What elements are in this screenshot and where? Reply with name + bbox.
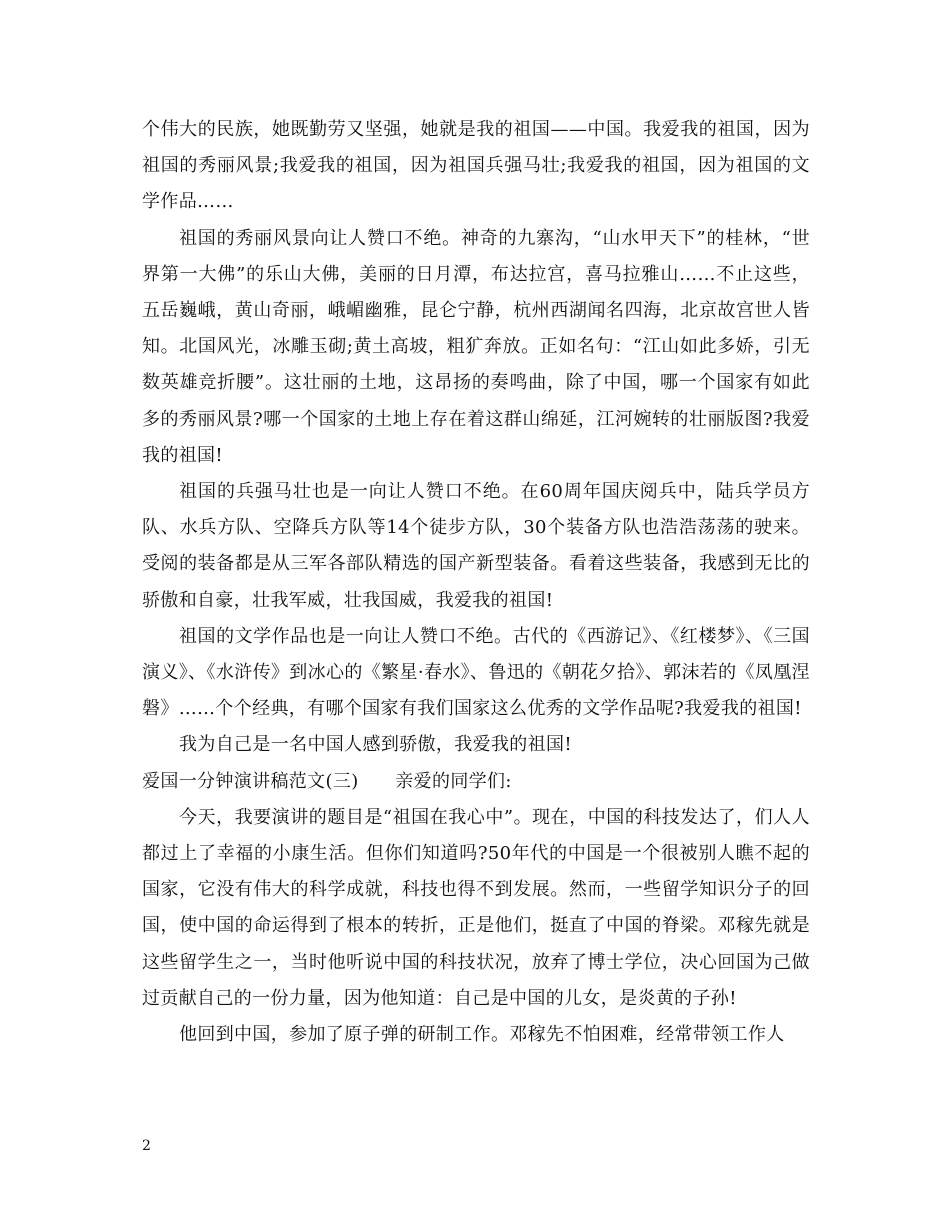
paragraph-4: 祖国的文学作品也是一向让人赞口不绝。古代的《西游记》、《红楼梦》、《三国演义》、《水浒传》到冰心的《繁星·春水》、鲁迅的《朝花夕拾》、郭沫若的《凤凰涅磐》……个个经典，有哪个国家有我们国家这么优秀的文学作品呢?我爱我的祖国! bbox=[142, 625, 810, 720]
paragraph-2: 祖国的秀丽风景向让人赞口不绝。神奇的九寨沟，“山水甲天下”的桂林，“世界第一大佛”的乐山大佛，美丽的日月潭，布达拉宫，喜马拉雅山……不止这些，五岳巍峨，黄山奇丽，峨嵋幽雅，昆仑宁静，杭州西湖闻名四海，北京故宫世人皆知。北国风光，冰雕玉砌;黄土高坡，粗犷奔放。正如名句：“江山如此多娇，引无数英雄竞折腰”。这壮丽的土地，这昂扬的奏鸣曲，除了中国，哪一个国家有如此多的秀丽风景?哪一个国家的土地上存在着这群山绵延，江河婉转的壮丽版图?我爱我的祖国! bbox=[142, 227, 810, 466]
paragraph-8: 他回到中国，参加了原子弹的研制工作。邓稼先不怕困难，经常带领工作人 bbox=[179, 1024, 785, 1046]
paragraph-1: 个伟大的民族，她既勤劳又坚强，她就是我的祖国——中国。我爱我的祖国，因为祖国的秀丽风景;我爱我的祖国，因为祖国兵强马壮;我爱我的祖国，因为祖国的文学作品…… bbox=[142, 119, 810, 213]
document-body bbox=[142, 112, 810, 1053]
paragraph-5: 我为自己是一名中国人感到骄傲，我爱我的祖国! bbox=[179, 734, 572, 756]
paragraph-3: 祖国的兵强马壮也是一向让人赞口不绝。在60周年国庆阅兵中，陆兵学员方队、水兵方队、空降兵方队等14个徒步方队，30个装备方队也浩浩荡荡的驶来。受阅的装备都是从三军各部队精选的国产新型装备。看着这些装备，我感到无比的骄傲和自豪，壮我军威，壮我国威，我爱我的祖国! bbox=[142, 481, 810, 611]
section-heading-line: 爱国一分钟演讲稿范文(三) 亲爱的同学们: bbox=[142, 770, 512, 792]
paragraph-7: 今天，我要演讲的题目是“祖国在我心中”。现在，中国的科技发达了，们人人都过上了幸福的小康生活。但你们知道吗?50年代的中国是一个很被别人瞧不起的国家，它没有伟大的科学成就，科技也得不到发展。然而，一些留学知识分子的回国，使中国的命运得到了根本的转折，正是他们，挺直了中国的脊梁。邓稼先就是这些留学生之一，当时他听说中国的科技状况，放弃了博士学位，决心回国为己做过贡献自己的一份力量，因为他知道：自己是中国的儿女，是炎黄的子孙! bbox=[142, 806, 810, 1009]
page-number: 2 bbox=[142, 1138, 151, 1154]
